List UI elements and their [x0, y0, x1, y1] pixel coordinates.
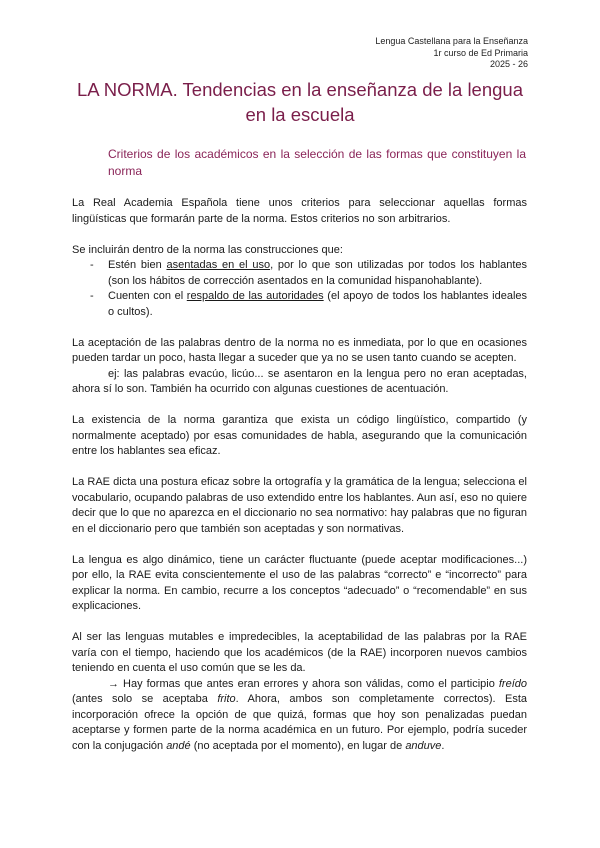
list-item: - Cuenten con el respaldo de las autoridades (el apoyo de todos los hablantes ideales o cultos).: [90, 290, 528, 318]
page-title: LA NORMA. Tendencias en la enseñanza de la lengua en la escuela: [76, 79, 523, 125]
paragraph-dynamic-language: La lengua es algo dinámico, tiene un carácter fluctuante (puede aceptar modificaciones...) por ello, la RAE evita conscientemente el uso de las palabras “correcto” e “incorrecto” para explicar la norma. En cambio, recurre a los conceptos “adecuado” o “recomendable” en sus explicaciones.: [72, 553, 527, 612]
paragraph-mutability: Al ser las lenguas mutables e impredecibles, la aceptabilidad de las palabras por la RAE varía con el tiempo, haciendo que los académicos (de la RAE) incorporen nuevos cambios teniendo en cuenta el uso común que se les da.: [72, 631, 527, 674]
paragraph-intro: La Real Academia Española tiene unos criterios para seleccionar aquellas formas lingüísticas que formarán parte de la norma. Estos criterios no son arbitrarios.: [72, 197, 527, 225]
paragraph-rae-stance: La RAE dicta una postura eficaz sobre la ortografía y la gramática de la lengua; selecciona el vocabulario, ocupando palabras de uso extendido entre los hablantes. Aun así, eso no quiere decir que lo que no aparezca en el diccionario no sea normativo: hay palabras que no figuran en el diccionario pero que también son aceptadas y son normativas.: [72, 476, 527, 535]
paragraph-arrow-example: → Hay formas que antes eran errores y ahora son válidas, como el participio freído (antes solo se aceptaba frito. Ahora, ambos son completamente correctos). Esta incorporación ofrece la opción de que quizá, formas que hoy son penalizadas puedan aceptarse y formen parte de la norma académica en un futuro. Por ejemplo, podría suceder con la conjugación andé (no aceptada por el momento), en lugar de anduve.: [72, 677, 527, 752]
header-academic-year: 2025 - 26: [489, 59, 528, 69]
criteria-list: [72, 258, 527, 320]
list-dash: -: [90, 259, 94, 271]
header-course-name: Lengua Castellana para la Enseñanza: [375, 36, 528, 46]
underlined-term: asentadas en el uso: [166, 259, 271, 271]
document-body: [72, 196, 527, 754]
paragraph-acceptance: La aceptación de las palabras dentro de la norma no es inmediata, por lo que en ocasiones pueden tardar un poco, hasta llegar a suceder que ya no se usen tanto cuando se acepten.: [72, 336, 527, 364]
paragraph-example: ej: las palabras evacúo, licúo... se asentaron en la lengua pero no eran aceptadas, ahora sí lo son. También ha ocurrido con algunas cuestiones de acentuación.: [72, 367, 527, 395]
header-course-level: 1r curso de Ed Primaria: [433, 47, 528, 58]
list-item: - Estén bien asentadas en el uso, por lo que son utilizadas por todos los hablantes (son los hábitos de corrección asentados en la comunidad hispanohablante).: [90, 259, 527, 287]
page-header: [375, 36, 528, 71]
list-dash: -: [90, 290, 94, 302]
section-subtitle: Criterios de los académicos en la selección de las formas que constituyen la norma: [108, 147, 526, 178]
underlined-term: respaldo de las autoridades: [186, 290, 324, 302]
paragraph-criteria-intro: Se incluirán dentro de la norma las construcciones que:: [72, 243, 343, 256]
paragraph-norm-existence: La existencia de la norma garantiza que exista un código lingüístico, compartido (y normalmente aceptado) por esas comunidades de habla, asegurando que la comunicación entre los hablantes sea eficaz.: [72, 414, 527, 457]
